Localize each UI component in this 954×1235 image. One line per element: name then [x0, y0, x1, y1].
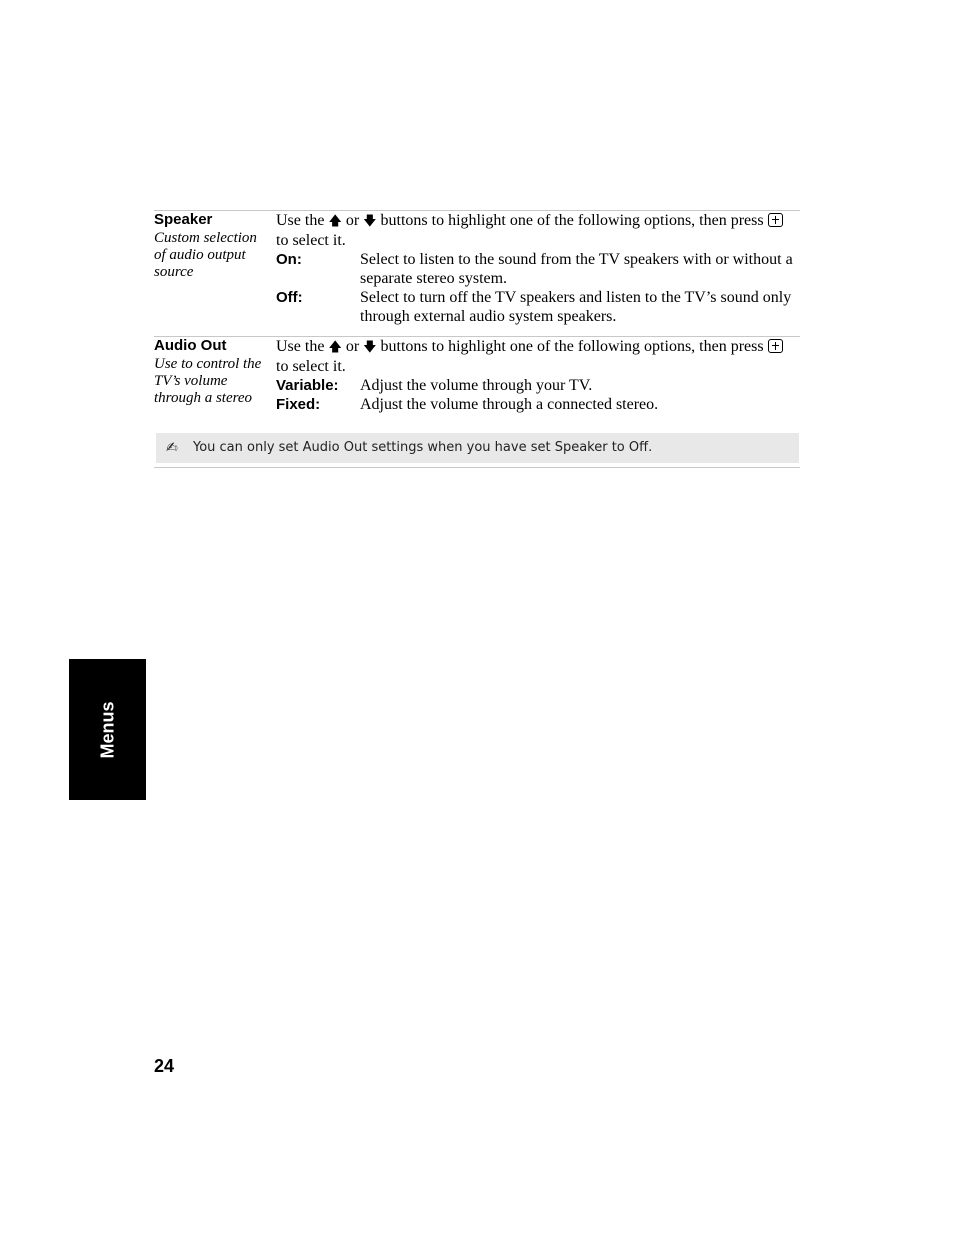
- speaker-option-off: [276, 288, 796, 326]
- speaker-intro-text1: Use the: [276, 212, 325, 229]
- speaker-option-on: [276, 250, 796, 288]
- down-arrow-icon: 🡇: [363, 340, 377, 355]
- enter-button-icon: [768, 213, 783, 227]
- speaker-description: Custom selection of audio output source: [154, 230, 257, 280]
- down-arrow-icon: 🡇: [363, 214, 377, 229]
- option-label: On:: [276, 251, 302, 268]
- page-number: 24: [154, 1056, 175, 1076]
- option-label: Variable:: [276, 377, 339, 394]
- speaker-intro-text3: to select it.: [276, 232, 346, 249]
- up-arrow-icon: 🡅: [328, 214, 342, 229]
- audio-out-intro: [276, 337, 796, 376]
- option-label: Fixed:: [276, 396, 321, 413]
- side-tab: [69, 659, 146, 800]
- pencil-note-icon: ✍: [166, 440, 178, 456]
- speaker-term: Speaker: [154, 211, 213, 228]
- speaker-body: [276, 211, 796, 326]
- option-label: Off:: [276, 289, 303, 306]
- audio-out-intro-text1: Use the: [276, 338, 325, 355]
- enter-button-icon: [768, 339, 783, 353]
- option-text: Adjust the volume through your TV.: [360, 377, 593, 394]
- speaker-intro-text2: buttons to highlight one of the following options, then press: [380, 212, 764, 229]
- up-arrow-icon: 🡅: [328, 340, 342, 355]
- audio-out-description: Use to control the TV’s volume through a stereo: [154, 356, 262, 406]
- option-text: Adjust the volume through a connected stereo.: [360, 396, 659, 413]
- audio-out-intro-text3: to select it.: [276, 358, 346, 375]
- speaker-intro-or: or: [345, 212, 360, 229]
- audio-out-option-variable: [276, 376, 796, 395]
- speaker-intro: [276, 211, 796, 250]
- audio-out-intro-or: or: [345, 338, 360, 355]
- note-text: You can only set Audio Out settings when you have set Speaker to Off.: [193, 440, 653, 455]
- audio-out-intro-text2: buttons to highlight one of the following options, then press: [380, 338, 764, 355]
- bottom-rule: [154, 467, 800, 468]
- audio-out-term: Audio Out: [154, 337, 227, 354]
- audio-out-body: [276, 337, 796, 414]
- side-tab-label: Menus: [97, 700, 117, 759]
- option-text: Select to turn off the TV speakers and listen to the TV’s sound only through external audio system speakers.: [360, 289, 792, 325]
- audio-out-option-fixed: [276, 395, 796, 414]
- option-text: Select to listen to the sound from the TV speakers with or without a separate stereo system.: [360, 251, 793, 287]
- note-box: [156, 433, 799, 463]
